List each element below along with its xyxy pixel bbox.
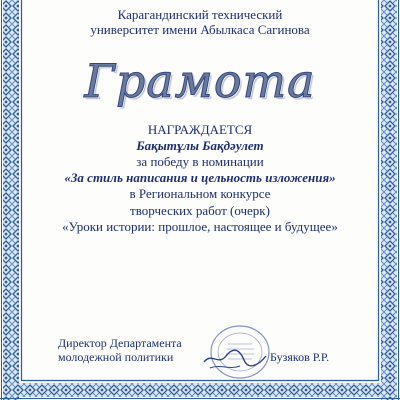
- contest-line-1: в Региональном конкурсе: [129, 186, 271, 201]
- university-name-line-2: университет имени Абылкаса Сагинова: [90, 22, 310, 37]
- for-victory-text: за победу в номинации: [136, 154, 264, 169]
- university-name-line-1: Карагандинский технический: [117, 7, 283, 22]
- certificate-title: Грамота: [84, 54, 316, 108]
- signer-position-line-2: молодежной политики: [58, 350, 174, 364]
- contest-line-2: творческих работ (очерк): [130, 203, 270, 218]
- contest-theme: «Уроки истории: прошлое, настоящее и будущее»: [62, 219, 338, 234]
- signer-position-line-1: Директор Департамента: [58, 336, 182, 350]
- awarded-label: НАГРАЖДАЕТСЯ: [147, 122, 253, 137]
- recipient-name: Бақытұлы Бақдәулет: [136, 138, 264, 153]
- nomination-title: «За стиль написания и цельность изложения»: [64, 170, 336, 185]
- official-stamp: [200, 322, 272, 382]
- signer-name: Бузяков Р.Р.: [270, 350, 330, 364]
